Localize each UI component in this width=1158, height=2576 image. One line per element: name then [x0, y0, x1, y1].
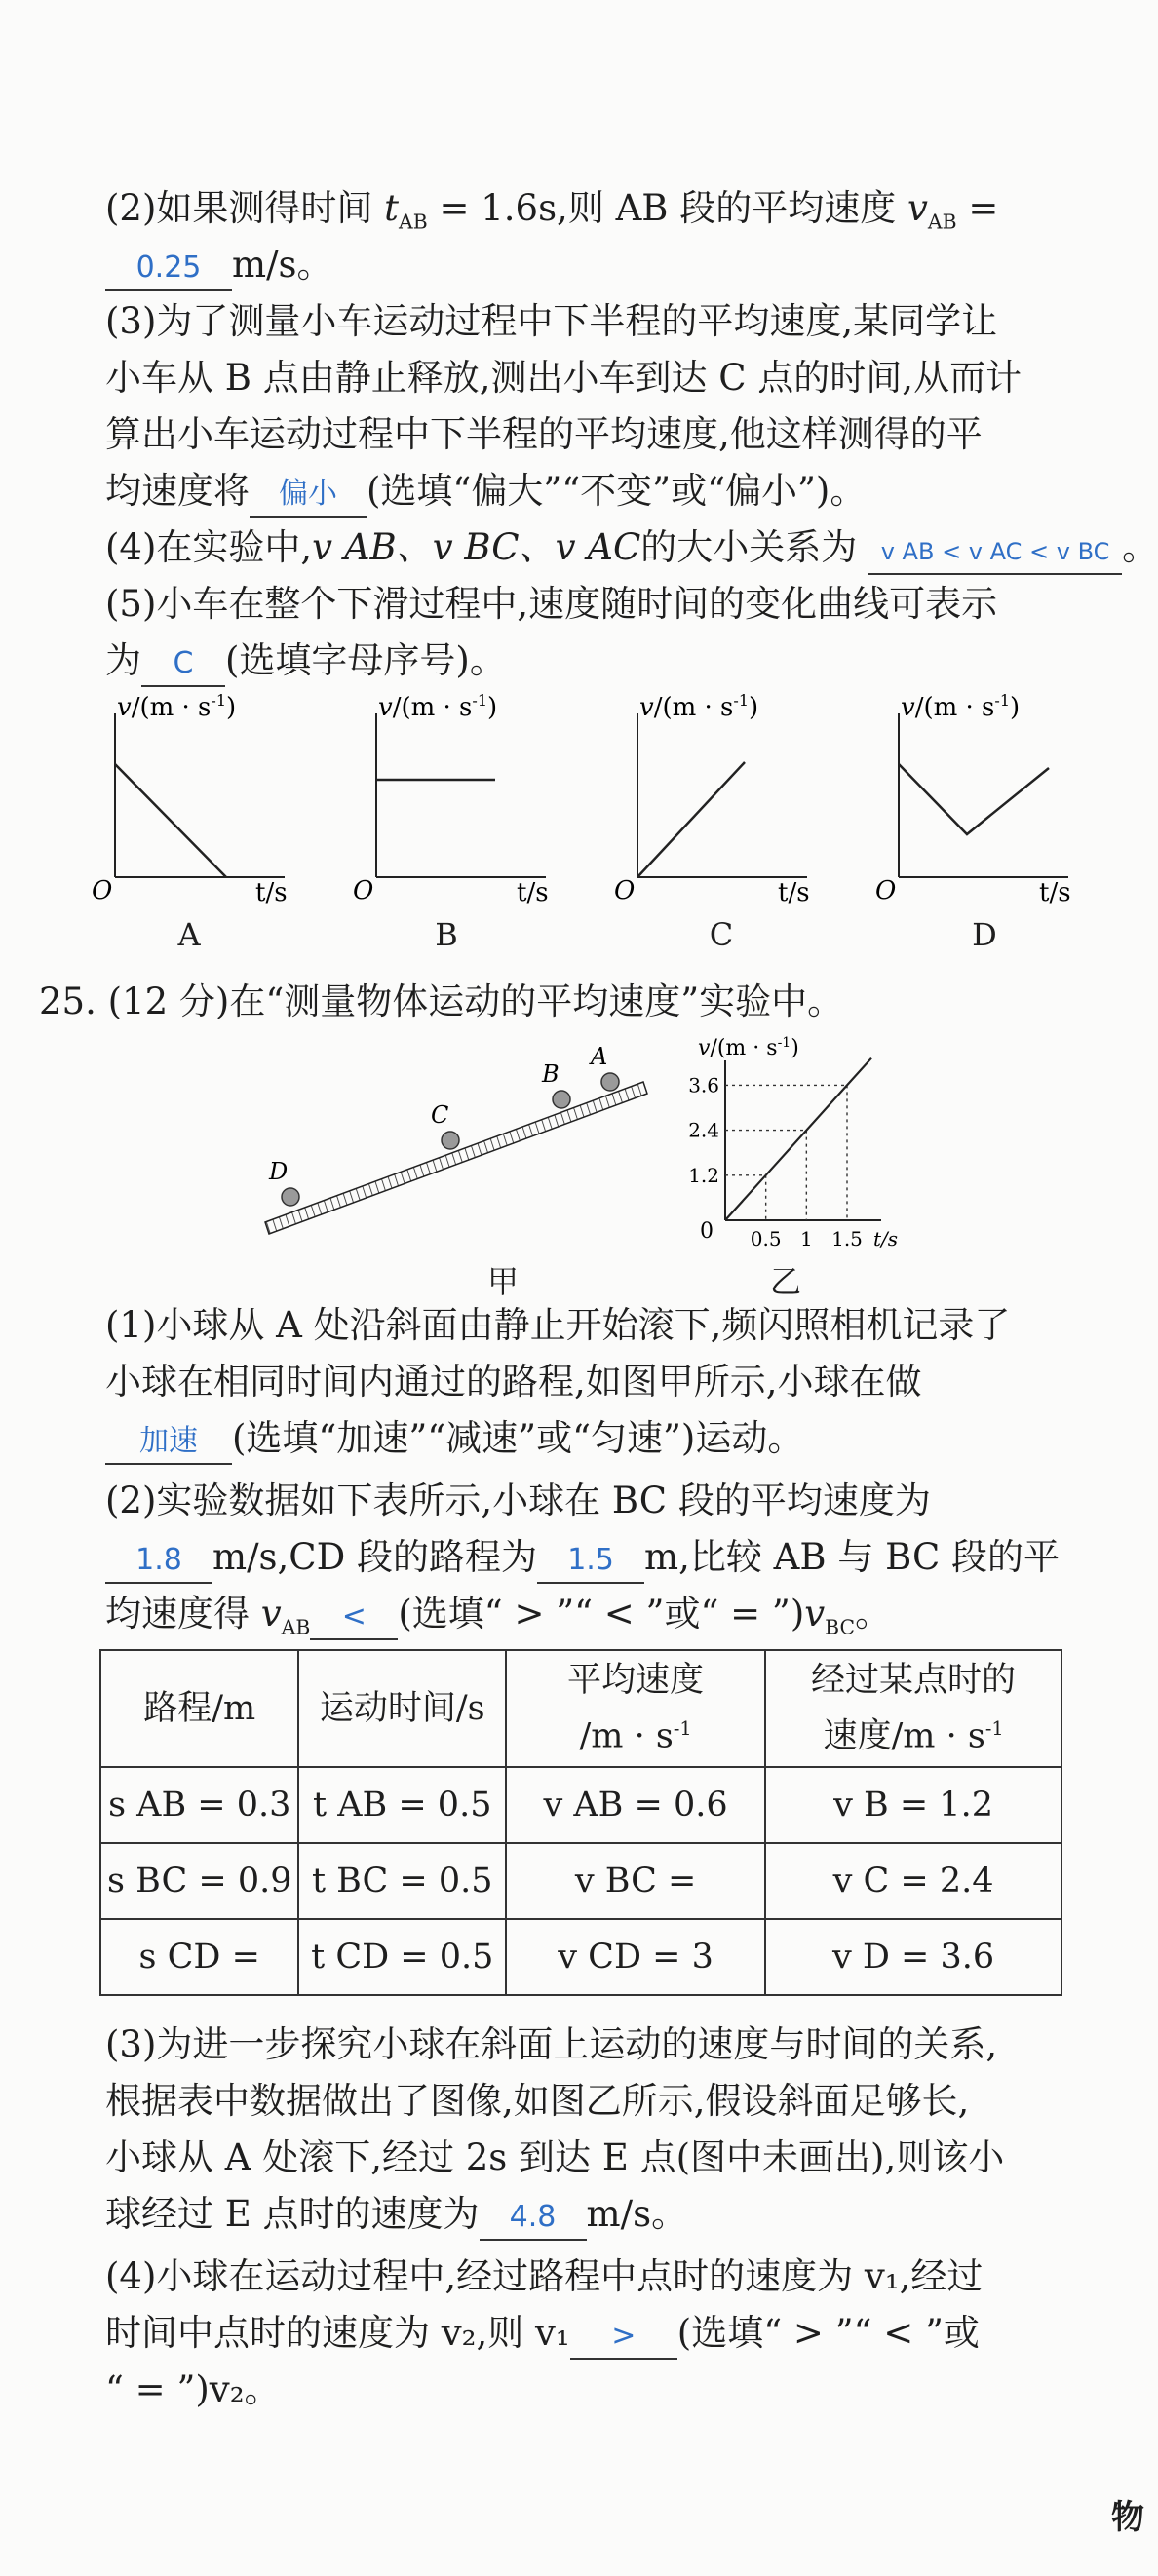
svg-text:v/(m · s-1): $v/(m \cdot s^{-1})$ — [639, 691, 759, 722]
q25-part2-line1: (2)实验数据如下表所示,小球在 BC 段的平均速度为 — [105, 1480, 931, 1521]
q24-part2-line1: (2)如果测得时间 $t_{AB} = 1.6s$,则 AB 段的平均速度 $v_{AB}$ = — [105, 187, 999, 234]
origin-label: 0 — [700, 1219, 714, 1244]
table-cell: s AB = 0.3 — [100, 1767, 298, 1843]
option-label: C — [709, 916, 734, 953]
figure-caption: 甲 — [486, 1263, 519, 1300]
q24-part3-line1: (3)为了测量小车运动过程中下半程的平均速度,某同学让 — [105, 300, 998, 342]
table-header: 平均速度 $/m \cdot s^{-1}$ — [506, 1650, 765, 1767]
ball — [442, 1132, 459, 1149]
option-label: B — [435, 916, 458, 953]
table-cell: t BC = 0.5 — [298, 1843, 506, 1919]
svg-text:v/(m · s-1): $v/(m \cdot s^{-1})$ — [901, 691, 1021, 722]
q25-part3-line3: 小球从 A 处滚下,经过 2s 到达 E 点(图中未画出),则该小 — [105, 2136, 1005, 2178]
svg-text:O: O — [614, 876, 636, 905]
y-tick-label: 1.2 — [688, 1163, 719, 1187]
x-tick-label: 1 — [799, 1227, 813, 1250]
table-header: 路程/m — [100, 1650, 298, 1767]
axis-label-x: t/s — [255, 878, 288, 907]
q24-part3-line4: 均速度将 偏小 (选填“偏大”“不变”或“偏小”)。 — [105, 464, 1070, 519]
table-row — [100, 1767, 1062, 1843]
x-tick-label: 0.5 — [750, 1227, 782, 1250]
q24-part5-line2: 为 C (选填字母序号)。 — [105, 634, 1070, 688]
table-cell: v CD = 3 — [506, 1919, 765, 1995]
x-tick-label: 1.5 — [831, 1227, 863, 1250]
x-axis-label: t/s — [873, 1227, 899, 1250]
table-cell: v BC = — [506, 1843, 765, 1919]
point-label: A — [591, 1043, 608, 1070]
ball — [553, 1091, 570, 1108]
answer-blank[interactable]: > — [570, 2315, 677, 2360]
q25-part1-line1: (1)小球从 A 处沿斜面由静止开始滚下,频闪照相机记录了 — [105, 1304, 1011, 1346]
answer-blank[interactable]: 0.25 — [105, 247, 232, 291]
figure-caption: 乙 — [769, 1263, 801, 1300]
answer-blank[interactable]: 偏小 — [250, 473, 367, 518]
q25-part4-line3: “ = ”)v₂。 — [105, 2368, 281, 2410]
axis-label-y: $v/(m \cdot s^{-1})$ — [117, 691, 237, 722]
q24-part2-line2: 0.25 m/s。 — [105, 238, 1070, 292]
option-label: D — [972, 916, 997, 953]
option-graph-d — [873, 691, 1088, 912]
svg-text:t/s: t/s — [778, 878, 810, 907]
answer-blank[interactable]: 1.5 — [537, 1539, 644, 1584]
q25-part3-line4: 球经过 E 点时的速度为 4.8 m/s。 — [105, 2187, 1070, 2242]
q25-part1-line3: 加速 (选填“加速”“减速”或“匀速”)运动。 — [105, 1411, 1070, 1466]
answer-blank[interactable]: C — [141, 642, 225, 687]
ball — [282, 1188, 299, 1206]
svg-text:O: O — [875, 876, 897, 905]
svg-text:t/s: t/s — [517, 878, 549, 907]
ball — [601, 1073, 619, 1091]
option-label: A — [177, 916, 201, 953]
q25-part3-line1: (3)为进一步探究小球在斜面上运动的速度与时间的关系, — [105, 2023, 998, 2065]
figure-incline — [244, 1043, 653, 1281]
q24-part5-line1: (5)小车在整个下滑过程中,速度随时间的变化曲线可表示 — [105, 583, 998, 625]
svg-text:t/s: t/s — [1039, 878, 1071, 907]
point-label: D — [269, 1158, 289, 1185]
point-label: C — [431, 1101, 449, 1129]
table-cell: t CD = 0.5 — [298, 1919, 506, 1995]
origin-label: O — [92, 876, 113, 905]
q25-part1-line2: 小球在相同时间内通过的路程,如图甲所示,小球在做 — [105, 1361, 922, 1403]
table-row — [100, 1919, 1062, 1995]
answer-blank[interactable]: v AB < v AC < v BC — [868, 530, 1122, 575]
answer-blank[interactable]: < — [310, 1596, 398, 1640]
y-tick-label: 2.4 — [688, 1118, 719, 1142]
q24-part3-line3: 算出小车运动过程中下半程的平均速度,他这样测得的平 — [105, 413, 983, 455]
table-header: 运动时间/s — [298, 1650, 506, 1767]
q25-part2-line3: 均速度得 $v_{AB}$ < (选填“ > ”“ < ”或“ = $”)v_{BC}$。 — [105, 1593, 892, 1639]
option-graph-b — [351, 691, 565, 912]
data-table — [99, 1649, 1062, 1996]
q24-part3-line2: 小车从 B 点由静止释放,测出小车到达 C 点的时间,从而计 — [105, 357, 1023, 399]
q25-header: 25. (12 分)在“测量物体运动的平均速度”实验中。 — [39, 980, 844, 1022]
answer-blank[interactable]: 加速 — [105, 1420, 232, 1465]
table-cell: v AB = 0.6 — [506, 1767, 765, 1843]
table-cell: v B = 1.2 — [765, 1767, 1062, 1843]
svg-text:v/(m · s-1): $v/(m \cdot s^{-1})$ — [378, 691, 498, 722]
table-header: 经过某点时的 速度$/m \cdot s^{-1}$ — [765, 1650, 1062, 1767]
option-graph-c — [612, 691, 827, 912]
q25-part2-line2: 1.8 m/s,CD 段的路程为 1.5 m,比较 AB 与 BC 段的平 — [105, 1530, 1070, 1585]
table-cell: s BC = 0.9 — [100, 1843, 298, 1919]
q25-part3-line2: 根据表中数据做出了图像,如图乙所示,假设斜面足够长, — [105, 2080, 970, 2122]
series-line — [725, 1058, 871, 1220]
point-label: B — [542, 1060, 560, 1088]
option-graph-a — [90, 691, 304, 912]
svg-text:v/(m · s-1): $v/(m \cdot s^{-1})$ — [698, 1035, 799, 1060]
q24-part4-line: (4)在实验中,v AB、v BC、v AC的大小关系为 v AB < v AC < v BC 。 — [105, 520, 1070, 575]
table-cell: v C = 2.4 — [765, 1843, 1062, 1919]
svg-text:O: O — [353, 876, 374, 905]
table-cell: s CD = — [100, 1919, 298, 1995]
table-cell: v D = 3.6 — [765, 1919, 1062, 1995]
q25-part4-line1: (4)小球在运动过程中,经过路程中点时的速度为 v₁,经过 — [105, 2255, 984, 2297]
answer-blank[interactable]: 4.8 — [480, 2196, 587, 2241]
table-row — [100, 1843, 1062, 1919]
graph-line — [115, 764, 226, 877]
q25-part4-line2: 时间中点时的速度为 v₂,则 v₁ > (选填“ > ”“ < ”或 — [105, 2306, 1070, 2361]
figure-vt-chart — [663, 1031, 907, 1269]
table-cell: t AB = 0.5 — [298, 1767, 506, 1843]
y-tick-label: 3.6 — [688, 1073, 719, 1097]
page-corner-mark: 物 — [1111, 2498, 1144, 2537]
answer-blank[interactable]: 1.8 — [105, 1539, 212, 1584]
